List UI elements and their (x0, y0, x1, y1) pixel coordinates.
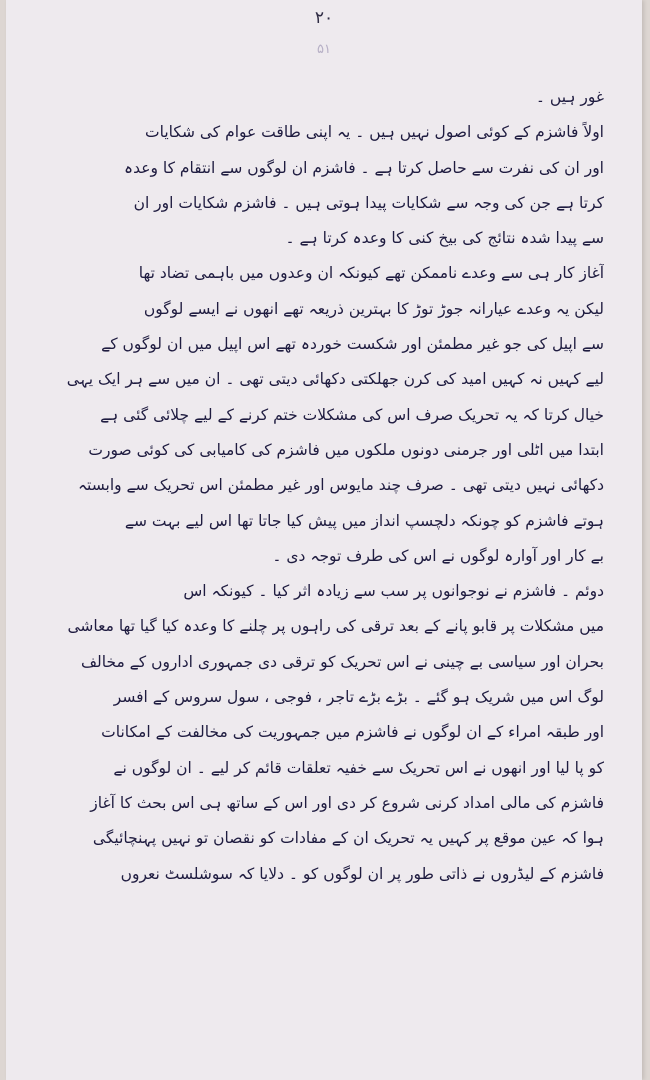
text-line: آغاز کار ہی سے وعدے ناممکن تھے کیونکہ ان وعدوں میں باہمی تضاد تھا (138, 264, 604, 283)
text-line: غور ہیں ۔ (535, 88, 604, 106)
text-line: لیکن یہ وعدے عیارانہ جوڑ توڑ کا بہترین ذریعہ تھے انھوں نے ایسے لوگوں (143, 299, 604, 318)
text-line: ہوا کہ عین موقع پر کہیں یہ تحریک ان کے مفادات کو نقصان تو نہیں پہنچائیگی (92, 829, 604, 848)
text-line: لیے کہیں نہ کہیں امید کی کرن جھلکتی دکھائی دیتی تھی ۔ ان میں سے ہر ایک یہی (66, 370, 604, 389)
pencil-annotation: ۵۱ (317, 42, 331, 57)
text-line: کرتا ہے جن کی وجہ سے شکایات پیدا ہوتی ہیں ۔ فاشزم شکایات اور ان (133, 193, 604, 212)
text-line: خیال کرتا کہ یہ تحریک صرف اس کی مشکلات ختم کرنے کے لیے چلائی گئی ہے (100, 405, 604, 424)
text-line: ابتدا میں اٹلی اور جرمنی دونوں ملکوں میں فاشزم کی کامیابی کی کوئی صورت (88, 440, 604, 459)
text-line: اولاً فاشزم کے کوئی اصول نہیں ہیں ۔ یہ اپنی طاقت عوام کی شکایات (145, 123, 604, 142)
text-line: اور طبقہ امراء کے ان لوگوں نے فاشزم میں جمہوریت کی مخالفت کے امکانات (101, 723, 604, 742)
text-line: ہوتے فاشزم کو چونکہ دلچسپ انداز میں پیش کیا جاتا تھا اس لیے بہت سے (124, 511, 604, 530)
text-line: لوگ اس میں شریک ہو گئے ۔ بڑے بڑے تاجر ، فوجی ، سول سروس کے افسر (113, 688, 604, 707)
text-line: فاشزم کی مالی امداد کرنی شروع کر دی اور اس کے ساتھ ہی اس بحث کا آغاز (90, 793, 604, 812)
document-page (6, 0, 642, 1080)
text-line: سے پیدا شدہ نتائج کی بیخ کنی کا وعدہ کرتا ہے ۔ (285, 229, 604, 248)
text-line: میں مشکلات پر قابو پانے کے بعد ترقی کی راہوں پر چلنے کا وعدہ کیا گیا تھا معاشی (67, 617, 604, 636)
text-line: دوئم ۔ فاشزم نے نوجوانوں پر سب سے زیادہ اثر کیا ۔ کیونکہ اس (183, 582, 604, 601)
text-line: بحران اور سیاسی بے چینی نے اس تحریک کو ترقی دی جمہوری اداروں کے مخالف (80, 652, 604, 671)
text-line: کو پا لیا اور انھوں نے اس تحریک سے خفیہ تعلقات قائم کر لیے ۔ ان لوگوں نے (113, 758, 604, 777)
page-number: ۲۰ (314, 8, 334, 28)
text-line: فاشزم کے لیڈروں نے ذاتی طور پر ان لوگوں کو ۔ دلایا کہ سوشلسٹ نعروں (120, 864, 604, 883)
text-line: اور ان کی نفرت سے حاصل کرتا ہے ۔ فاشزم ان لوگوں سے انتقام کا وعدہ (124, 158, 604, 177)
text-line: بے کار اور آوارہ لوگوں نے اس کی طرف توجہ دی ۔ (272, 546, 604, 565)
body-text (48, 80, 604, 892)
text-line: سے اپیل کی جو غیر مطمئن اور شکست خوردہ تھے اس اپیل میں ان لوگوں کے (101, 335, 604, 354)
text-line: دکھائی نہیں دیتی تھی ۔ صرف چند مایوس اور غیر مطمئن اس تحریک سے وابستہ (77, 476, 604, 495)
